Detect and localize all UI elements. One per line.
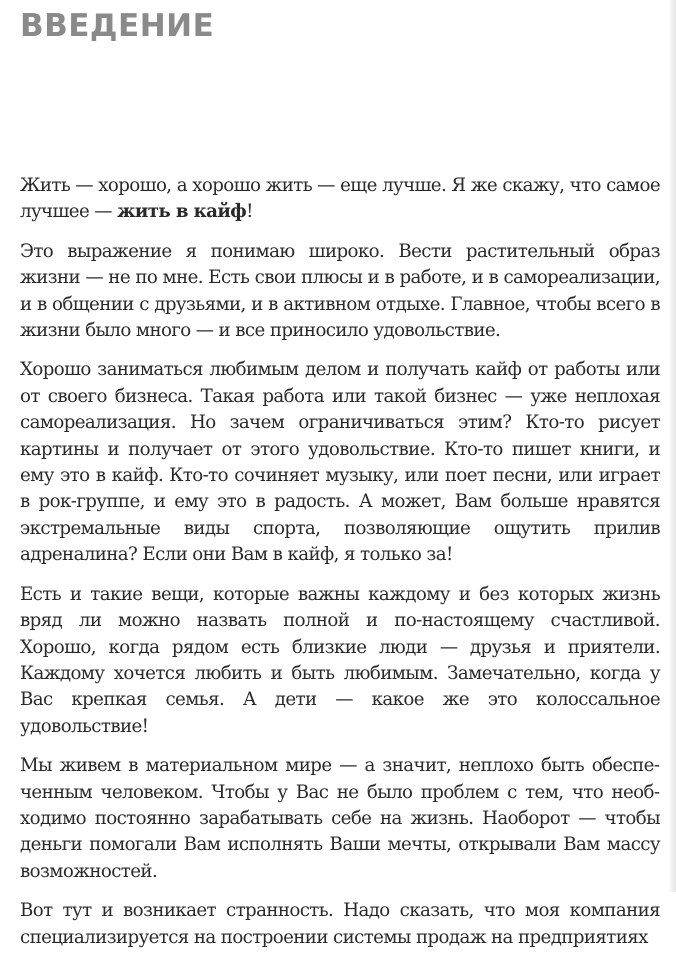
paragraph-5: Мы живем в материальном мире — а значит, неплохо быть обеспеченным человеком. Чтобы у Вас не было проблем с тем, что необходимо постоянно зарабатывать себе на жизнь. Наоборот — чтобы деньги помогали Вам исполнять Ваши мечты, открывали Вам массу возможностей. — [20, 755, 660, 882]
page-title: ВВЕДЕНИЕ — [20, 8, 215, 44]
paragraph-1 — [20, 173, 660, 226]
paragraph-1-ending: ! — [246, 201, 253, 223]
paragraph-2: Это выражение я понимаю широко. Вести растительный образ жизни — не по мне. Есть свои плюсы и в работе, и в самореализации, и в общении с друзьями, и в активном отдыхе. Главное, чтобы всего в жизни было много — и все приносило удовольствие. — [20, 240, 660, 342]
body-text — [20, 173, 660, 964]
emphasis-text: жить в кайф — [117, 201, 247, 223]
page-edge-shadow — [668, 0, 676, 892]
paragraph-3: Хорошо заниматься любимым делом и получать кайф от работы или от своего бизнеса. Такая работа или такой бизнес — уже неплохая самореализация. Но зачем ограничиваться этим? Кто-то рисует картины и получает от этого удовольствие. Кто-то пишет книги, и ему это в кайф. Кто-то сочиняет музыку, или поет песни, или играет в рок-группе, и ему это в радость. А может, Вам больше нравятся экстремальные виды спорта, позволяющие ощутить прилив адреналина? Если они Вам в кайф, я только за! — [20, 359, 660, 566]
paragraph-6: Вот тут и возникает странность. Надо сказать, что моя компания специализируется на построении системы продаж на предприятиях — [20, 900, 660, 948]
paragraph-4: Есть и такие вещи, которые важны каждому и без которых жизнь вряд ли можно назвать полной и по-настоящему счастливой. Хорошо, когда рядом есть близкие люди — друзья и приятели. Каждому хочется любить и быть любимым. Замечательно, когда у Вас крепкая семья. А дети — какое же это колоссальное удовольствие! — [20, 583, 660, 737]
paragraph-1-text: Жить — хорошо, а хорошо жить — еще лучше. Я же скажу, что самое лучшее — — [20, 175, 660, 223]
